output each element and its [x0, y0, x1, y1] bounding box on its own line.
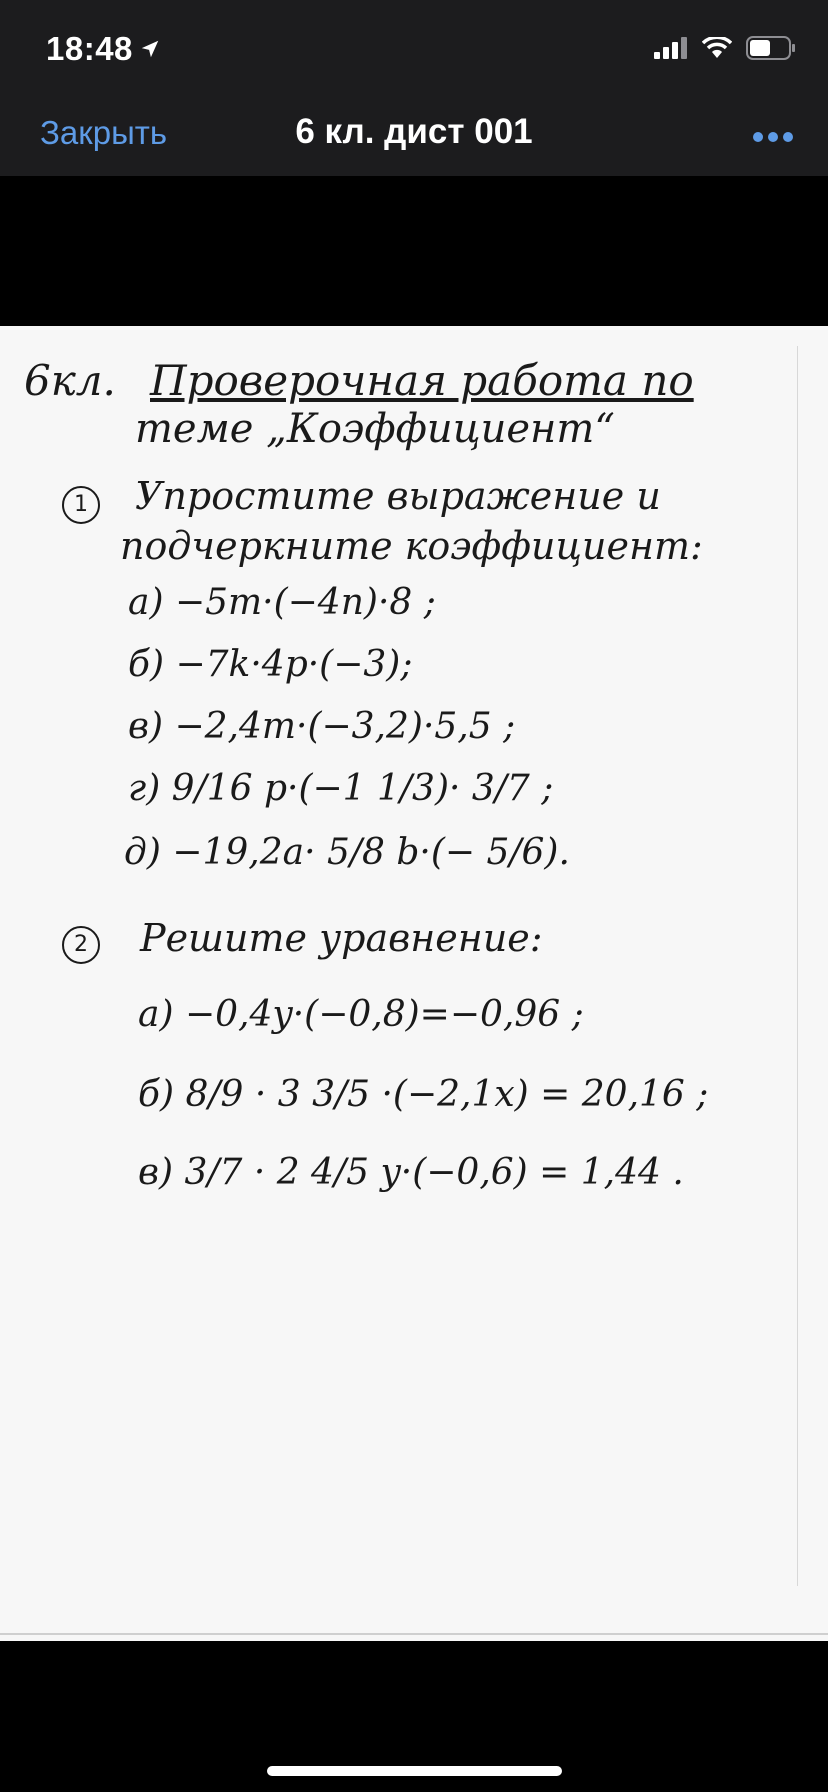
worksheet-topic: теме „Коэффициент“: [135, 406, 615, 452]
task-1-text-line-2: подчеркните коэффициент:: [120, 524, 703, 568]
status-bar: [0, 0, 828, 100]
status-icons: [654, 36, 796, 60]
task-1-item: в) −2,4m·(−3,2)·5,5 ;: [128, 706, 516, 747]
grade-label: 6кл.: [24, 356, 116, 405]
task-2-item: б) 8/9 · 3 3/5 ·(−2,1x) = 20,16 ;: [138, 1074, 709, 1115]
home-indicator[interactable]: [267, 1766, 562, 1776]
document-viewer[interactable]: [0, 176, 828, 1748]
close-button[interactable]: Закрыть: [40, 114, 168, 151]
signal-bars-icon: [654, 37, 688, 59]
time-text: 18:48: [46, 30, 133, 67]
wifi-icon: [702, 37, 732, 59]
page-bottom-edge: [0, 1633, 828, 1635]
task-1-item: а) −5m·(−4n)·8 ;: [128, 582, 436, 623]
scanned-page: [0, 326, 828, 1641]
task-1-item: г) 9/16 p·(−1 1/3)· 3/7 ;: [128, 768, 554, 809]
battery-icon: [746, 36, 796, 60]
document-title: 6 кл. дист 001: [295, 112, 533, 151]
task-1-number: 1: [62, 486, 100, 524]
task-1-text-line-1: Упростите выражение и: [135, 474, 661, 518]
status-time: [46, 30, 161, 68]
navigation-bar: [0, 100, 828, 176]
page-edge-line: [797, 346, 798, 1586]
location-arrow-icon: [139, 38, 161, 60]
task-2-item: а) −0,4y·(−0,8)=−0,96 ;: [138, 994, 584, 1035]
task-2-text: Решите уравнение:: [140, 916, 543, 960]
task-2-item: в) 3/7 · 2 4/5 y·(−0,6) = 1,44 .: [138, 1152, 684, 1193]
ellipsis-icon[interactable]: [752, 122, 794, 152]
worksheet-title: Проверочная работа по: [150, 356, 694, 405]
task-2-number: 2: [62, 926, 100, 964]
task-1-item: д) −19,2a· 5/8 b·(− 5/6).: [124, 832, 570, 873]
task-1-item: б) −7k·4p·(−3);: [128, 644, 413, 685]
